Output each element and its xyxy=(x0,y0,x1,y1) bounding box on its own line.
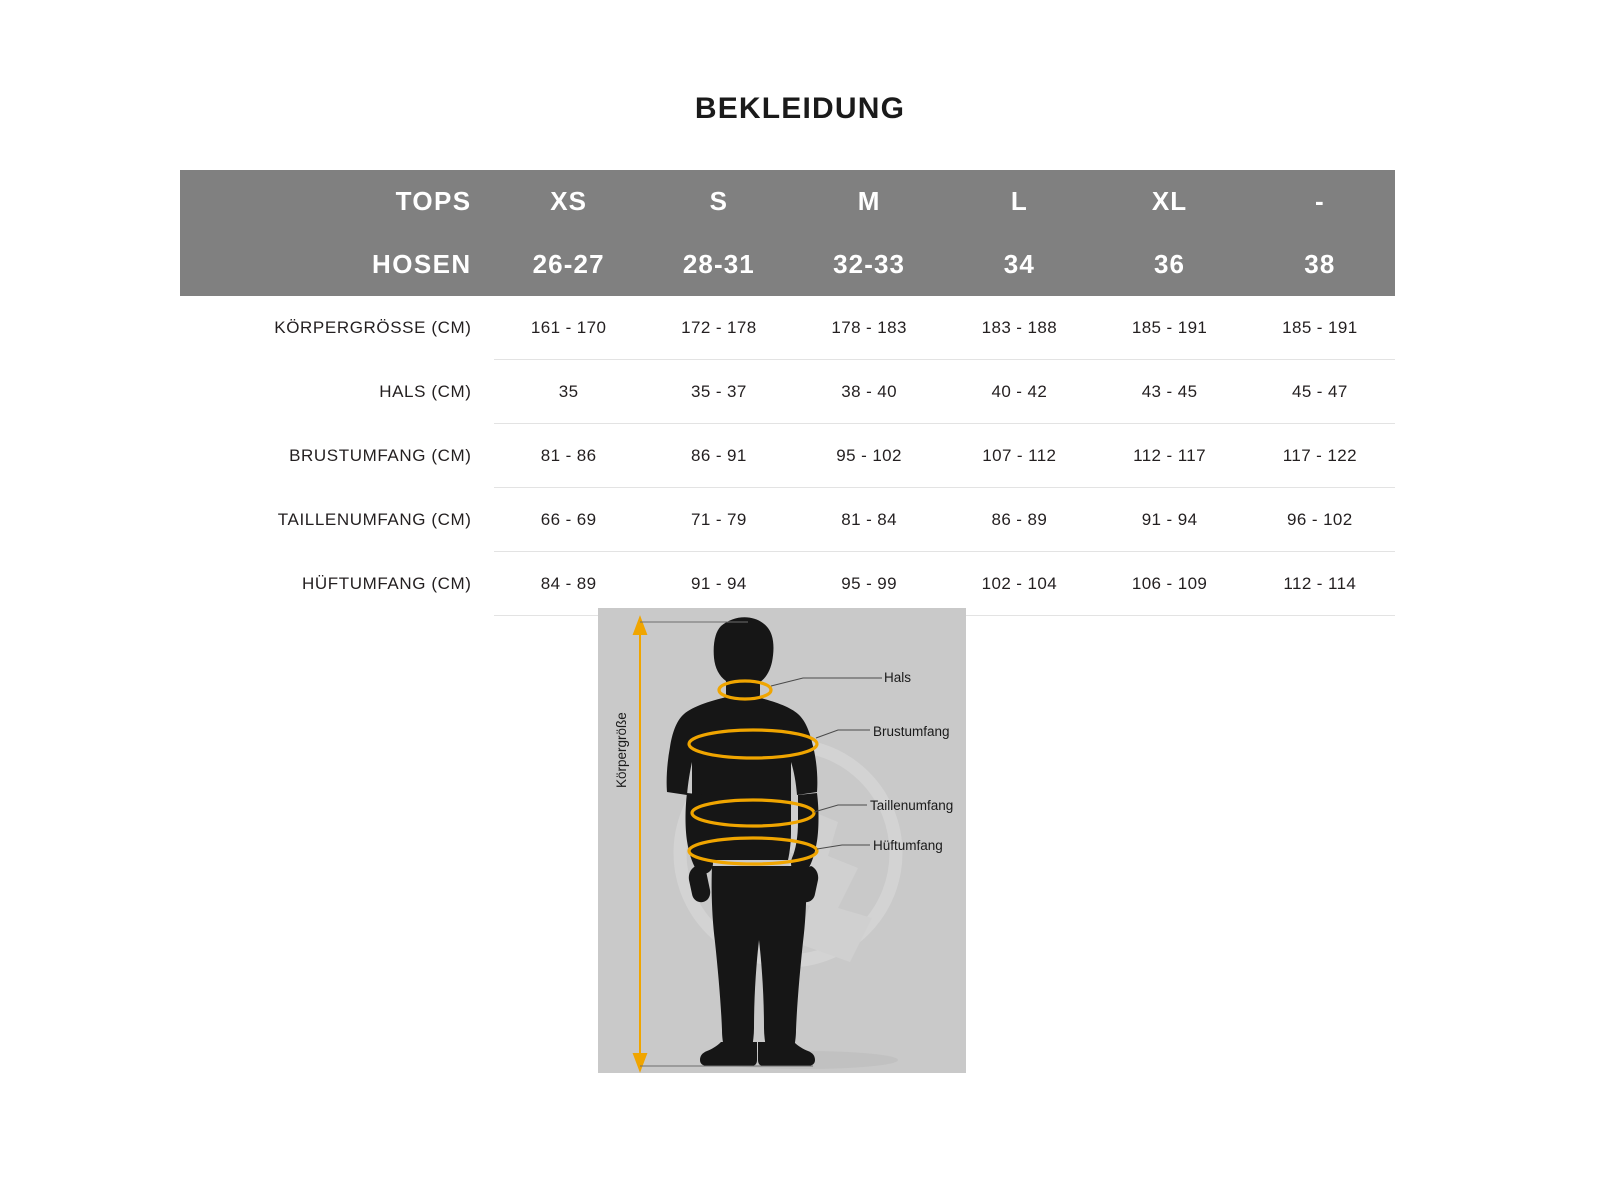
header-hosen-38: 38 xyxy=(1245,232,1395,296)
label-hueftumfang: Hüftumfang xyxy=(873,838,943,853)
cell-hueftumfang-xs: 84 - 89 xyxy=(494,552,644,616)
table-row xyxy=(180,488,1395,552)
table-body xyxy=(180,296,1395,616)
cell-taillenumfang-none: 96 - 102 xyxy=(1245,488,1395,552)
cell-brustumfang-s: 86 - 91 xyxy=(644,424,794,488)
header-tops-m: M xyxy=(794,170,944,232)
cell-taillenumfang-m: 81 - 84 xyxy=(794,488,944,552)
label-taillenumfang: Taillenumfang xyxy=(870,798,954,813)
header-tops-l: L xyxy=(944,170,1094,232)
header-tops-xl: XL xyxy=(1094,170,1244,232)
label-brustumfang: Brustumfang xyxy=(873,724,950,739)
cell-hals-m: 38 - 40 xyxy=(794,360,944,424)
row-label-brustumfang: BRUSTUMFANG (CM) xyxy=(289,445,472,465)
cell-brustumfang-xs: 81 - 86 xyxy=(494,424,644,488)
header-tops-xs: XS xyxy=(494,170,644,232)
page-title: BEKLEIDUNG xyxy=(694,92,906,125)
cell-koerpergroesse-xl: 185 - 191 xyxy=(1094,296,1244,360)
cell-hueftumfang-s: 91 - 94 xyxy=(644,552,794,616)
row-label-koerpergroesse: KÖRPERGRÖSSE (CM) xyxy=(274,317,472,337)
cell-taillenumfang-l: 86 - 89 xyxy=(944,488,1094,552)
size-table xyxy=(180,170,1395,616)
header-tops-none: - xyxy=(1245,170,1395,232)
cell-hals-xl: 43 - 45 xyxy=(1094,360,1244,424)
cell-hals-l: 40 - 42 xyxy=(944,360,1094,424)
table-header-row-hosen xyxy=(180,232,1395,296)
table-head xyxy=(180,170,1395,296)
cell-taillenumfang-s: 71 - 79 xyxy=(644,488,794,552)
table-header-row-tops xyxy=(180,170,1395,232)
cell-brustumfang-m: 95 - 102 xyxy=(794,424,944,488)
cell-koerpergroesse-m: 178 - 183 xyxy=(794,296,944,360)
cell-brustumfang-none: 117 - 122 xyxy=(1245,424,1395,488)
cell-brustumfang-l: 107 - 112 xyxy=(944,424,1094,488)
header-label-tops: TOPS xyxy=(180,170,494,232)
header-hosen-34: 34 xyxy=(944,232,1094,296)
cell-koerpergroesse-xs: 161 - 170 xyxy=(494,296,644,360)
cell-hueftumfang-xl: 106 - 109 xyxy=(1094,552,1244,616)
cell-koerpergroesse-l: 183 - 188 xyxy=(944,296,1094,360)
header-tops-s: S xyxy=(644,170,794,232)
cell-koerpergroesse-s: 172 - 178 xyxy=(644,296,794,360)
table-row xyxy=(180,296,1395,360)
row-label-taillenumfang: TAILLENUMFANG (CM) xyxy=(277,509,472,529)
cell-brustumfang-xl: 112 - 117 xyxy=(1094,424,1244,488)
table-row xyxy=(180,424,1395,488)
cell-hueftumfang-m: 95 - 99 xyxy=(794,552,944,616)
header-label-hosen: HOSEN xyxy=(180,232,494,296)
measurement-figure xyxy=(598,608,966,1073)
row-label-hueftumfang: HÜFTUMFANG (CM) xyxy=(301,573,472,593)
header-hosen-36: 36 xyxy=(1094,232,1244,296)
label-hals: Hals xyxy=(884,670,912,685)
table-row xyxy=(180,360,1395,424)
row-label-hals: HALS (CM) xyxy=(379,381,472,401)
table-row xyxy=(180,552,1395,616)
cell-taillenumfang-xl: 91 - 94 xyxy=(1094,488,1244,552)
cell-koerpergroesse-none: 185 - 191 xyxy=(1245,296,1395,360)
header-hosen-28-31: 28-31 xyxy=(644,232,794,296)
cell-hals-xs: 35 xyxy=(494,360,644,424)
cell-hals-s: 35 - 37 xyxy=(644,360,794,424)
cell-hueftumfang-none: 112 - 114 xyxy=(1245,552,1395,616)
label-koerpergroesse: Körpergröße xyxy=(614,712,629,788)
cell-hueftumfang-l: 102 - 104 xyxy=(944,552,1094,616)
size-table-container xyxy=(180,170,1395,616)
cell-taillenumfang-xs: 66 - 69 xyxy=(494,488,644,552)
header-hosen-26-27: 26-27 xyxy=(494,232,644,296)
cell-hals-none: 45 - 47 xyxy=(1245,360,1395,424)
header-hosen-32-33: 32-33 xyxy=(794,232,944,296)
